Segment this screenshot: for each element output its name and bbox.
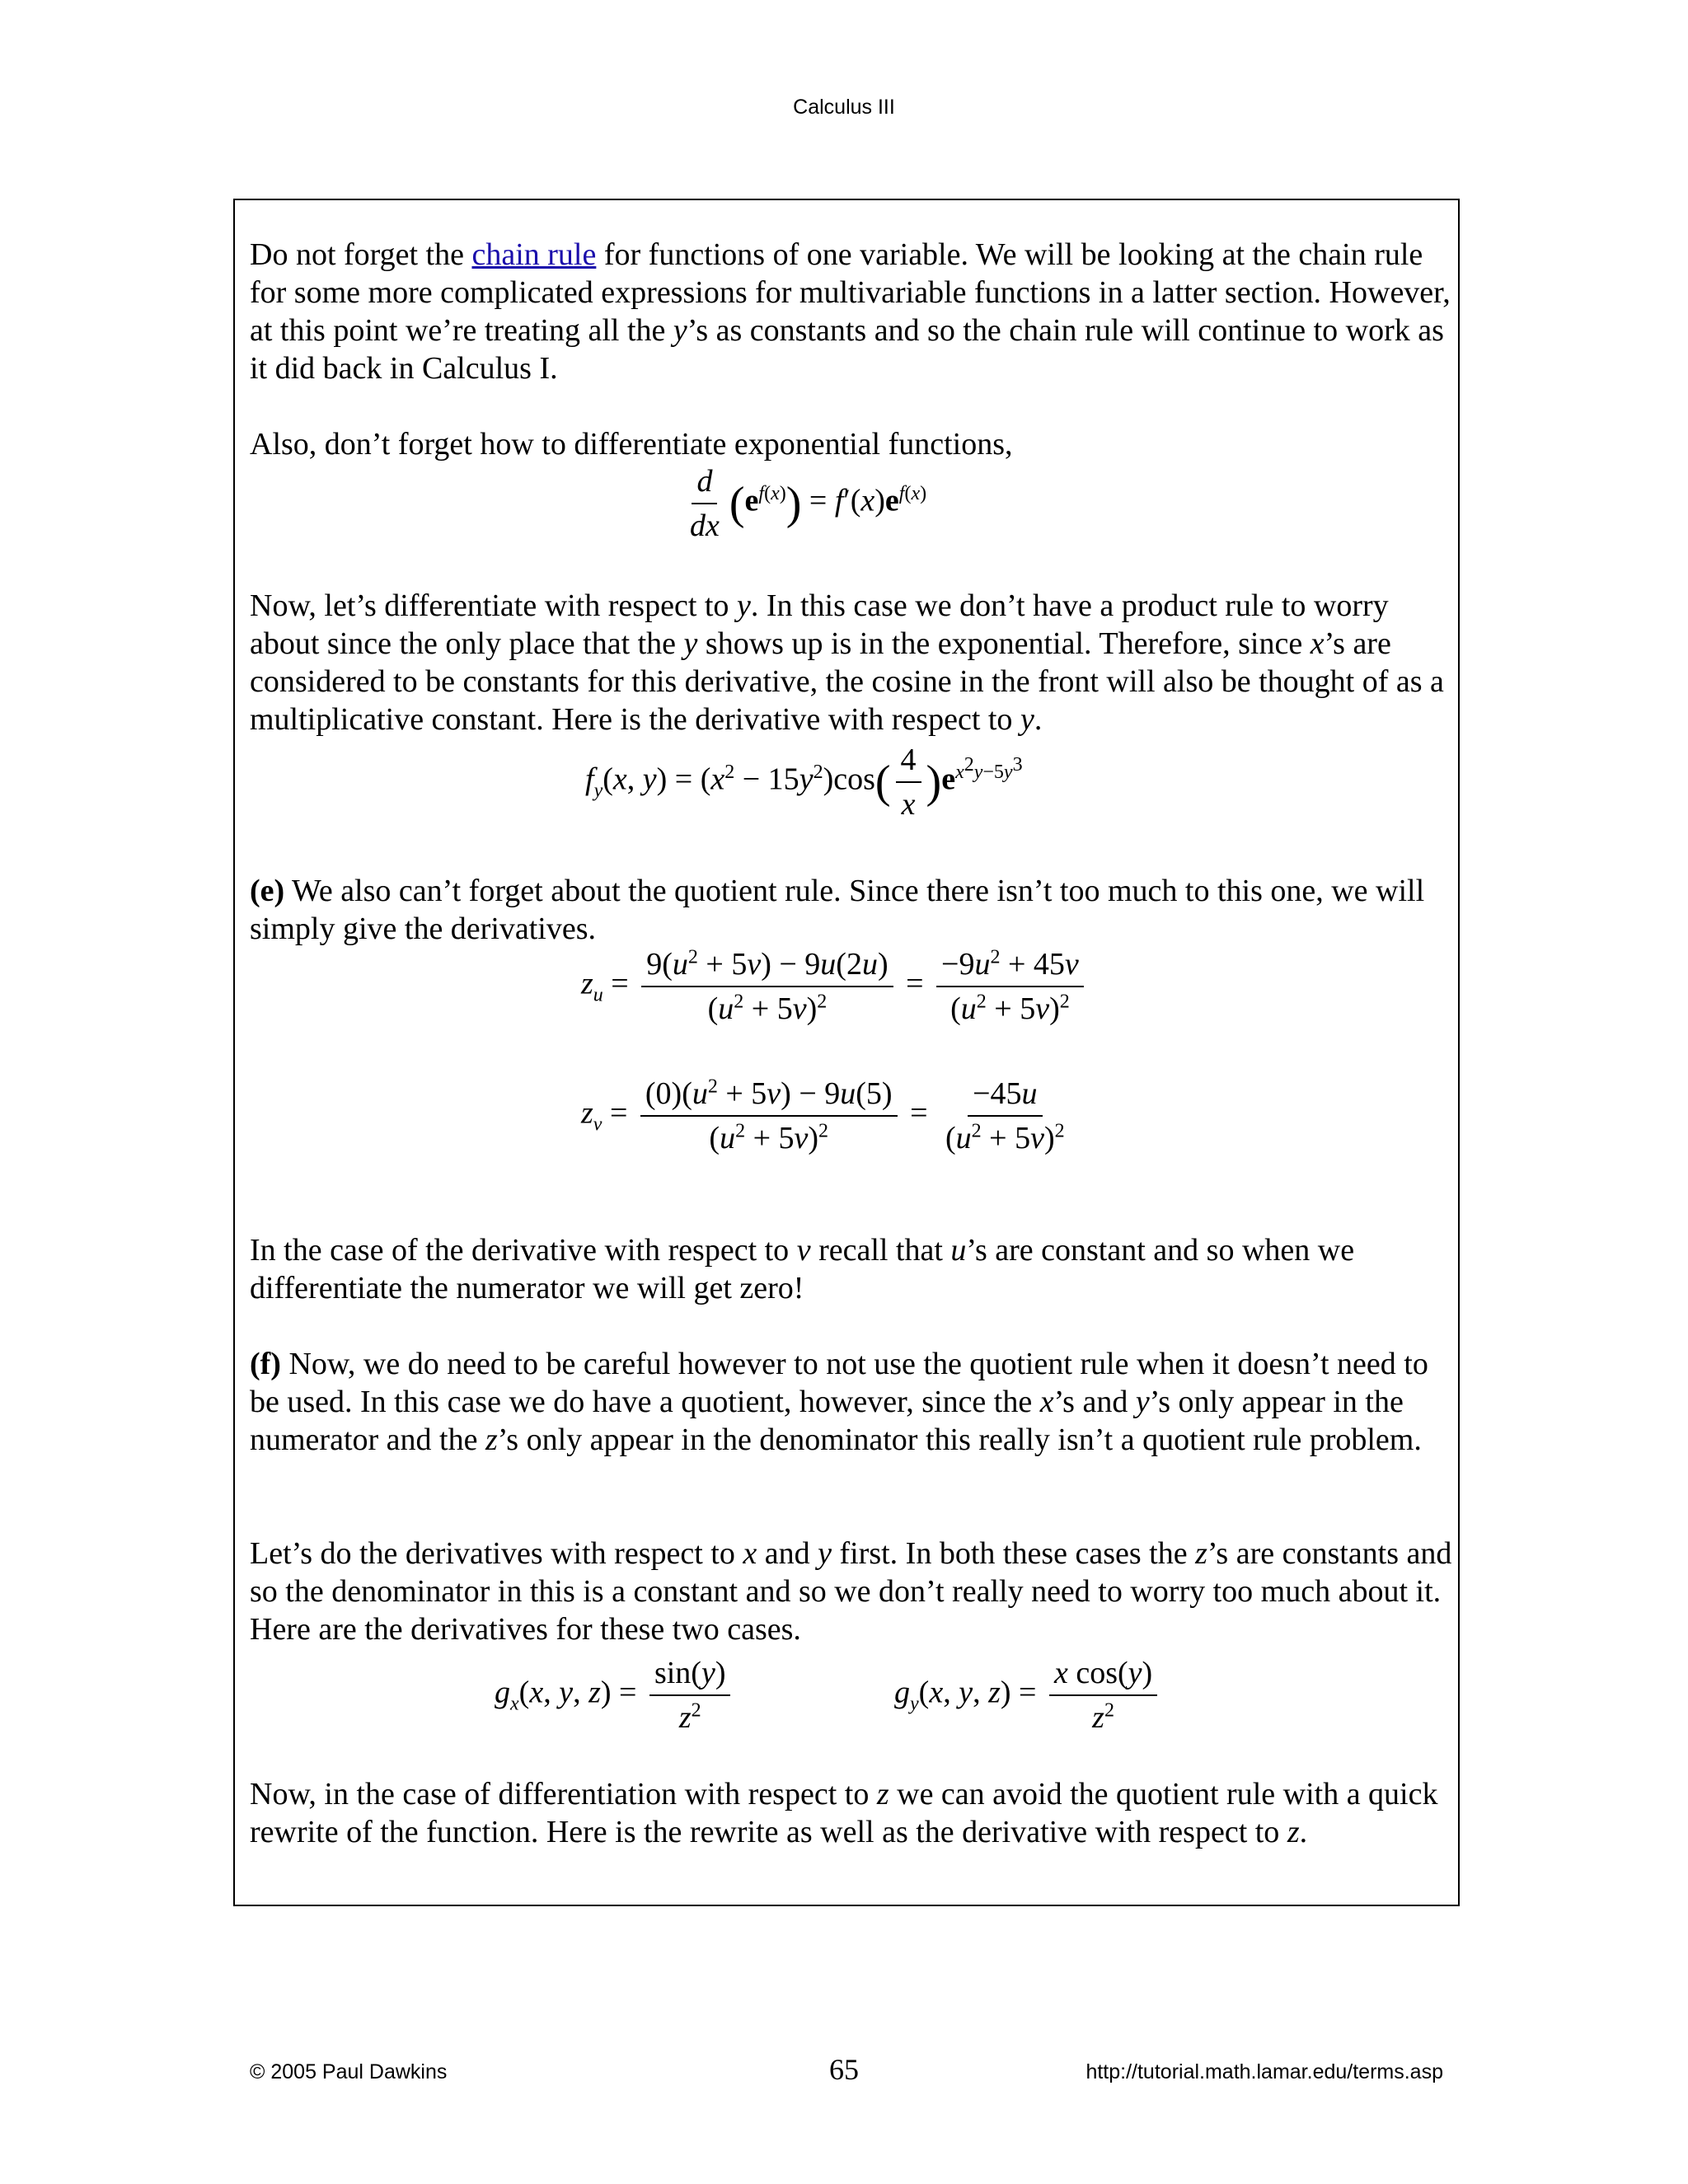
page-number: 65 xyxy=(829,2053,859,2086)
paragraph-part-f: (f) Now, we do need to be careful however to not use the quotient rule when it doesn’t need to be used. In this case we do have a quotient, however, since the x’s and y’s only appear in the numerator and the z’s only appear in the denominator this really isn’t a quotient rule problem. xyxy=(250,1347,1428,1457)
paragraph-derivative-v: In the case of the derivative with respect to v recall that u’s are constant and so when we differentiate the numerator we will get zero! xyxy=(250,1233,1355,1305)
equation-gx: $g_x(x$, y, z) = $\frac{\sin(y)}{z^2}$ xyxy=(495,1655,735,1736)
equation-fy: $f_y(x$, $y) = (x^2 - 15y^2)\cos$( $\frac{4}{x}$ )$e^{x^2y-5y^3}$ xyxy=(585,743,1023,822)
paragraph-derivative-z: Now, in the case of differentiation with respect to z we can avoid the quotient rule with a quick rewrite of the function. Here is the rewrite as well as the derivative with respect to z. xyxy=(250,1777,1438,1849)
equation-exponential-derivative: $\frac{d}{dx}$ $(e^{f(x)}) = f'(x)e^{f(x)}$ xyxy=(690,464,927,543)
equation-zu: $z_u$ = $\frac{9(u^2 + 5v) - 9u(2u)}{(u^2 + 5v)^2}$ = $\frac{-9u^2 + 45v}{(u^2 + 5v)^2}$ xyxy=(581,946,1089,1027)
footer-url[interactable]: http://tutorial.math.lamar.edu/terms.asp xyxy=(1085,2060,1443,2083)
paragraph-derivative-y: Now, let’s differentiate with respect to y. In this case we don’t have a product rule to worry about since the only place that the y shows up is in the exponential. Therefore, since x’s are considered to be constants for this derivative, the cosine in the front will also be thought of as a multiplicative constant. Here is the derivative with respect to y. xyxy=(250,588,1444,737)
paragraph-part-e: (e) We also can’t forget about the quotient rule. Since there isn’t too much to this one, we will simply give the derivatives. xyxy=(250,874,1425,946)
equation-gy: $g_y(x$, y, z) = $\frac{\text{x cos(y)}}{z^2}$ xyxy=(894,1655,1162,1736)
equation-zv: $z_v$ = $\frac{(0)(u^2 + 5v) - 9u(5)}{(u^2 + 5v)^2}$ = $\frac{-45u}{(u^2 + 5v)^2}$ xyxy=(581,1076,1065,1155)
paragraph-chain-rule: Do not forget the chain rule for functions of one variable. We will be looking at the chain rule for some more complicated expressions for multivariable functions in a latter section. However, at this point we’re treating all the y’s as constants and so the chain rule will continue to work as it did back in Calculus I. xyxy=(250,237,1451,386)
paragraph-exponential: Also, don’t forget how to differentiate exponential functions, xyxy=(250,427,1013,462)
chain-rule-link[interactable]: chain rule xyxy=(471,237,597,272)
paragraph-derivatives-xy: Let’s do the derivatives with respect to x and y first. In both these cases the z’s are constants and so the denominator in this is a constant and so we don’t really need to worry too much about it. Here are the derivatives for these two cases. xyxy=(250,1536,1452,1647)
footer-copyright: © 2005 Paul Dawkins xyxy=(250,2060,448,2083)
page-header: Calculus III xyxy=(793,96,895,119)
